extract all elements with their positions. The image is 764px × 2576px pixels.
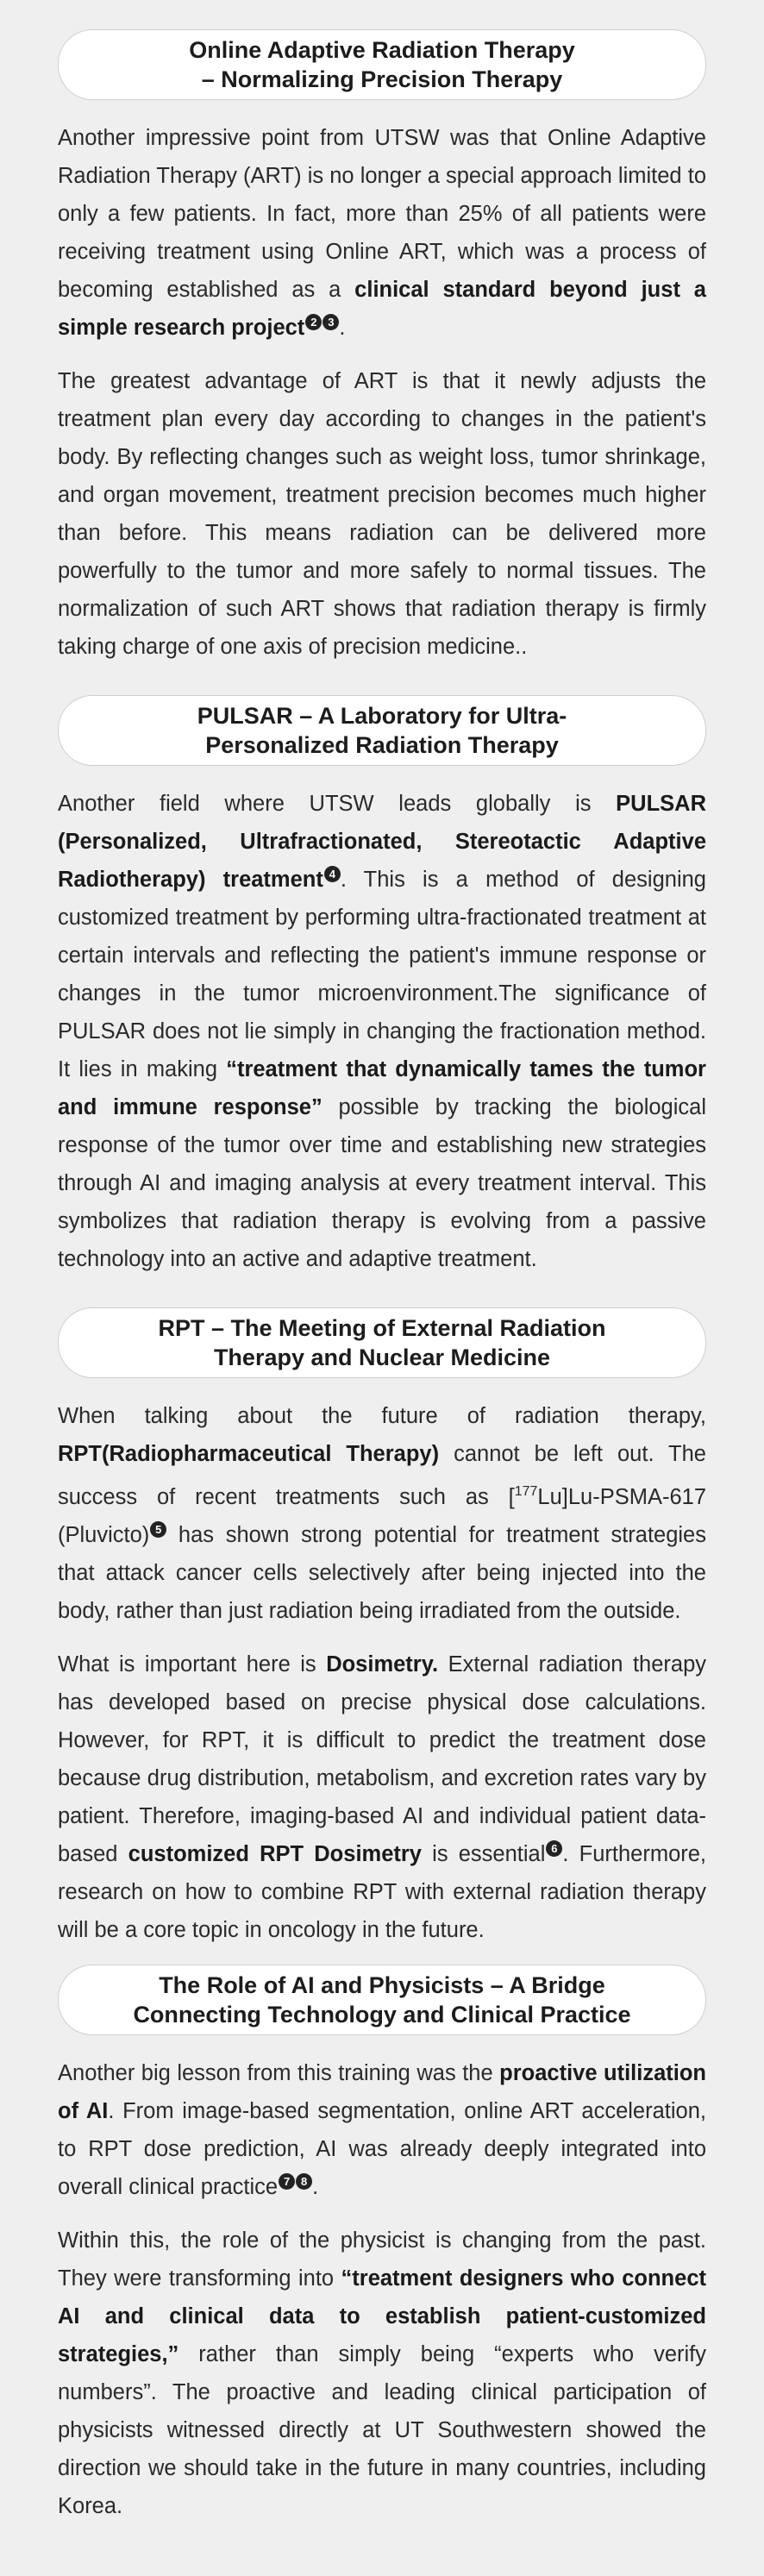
superscript: 177 bbox=[514, 1484, 538, 1499]
bold-text: clinical standard beyond just a simple research project bbox=[58, 278, 706, 340]
paragraph bbox=[58, 2054, 706, 2206]
title-line: – Normalizing Precision Therapy bbox=[201, 66, 563, 92]
section-title-pulsar bbox=[58, 695, 706, 766]
title-line: Online Adaptive Radiation Therapy bbox=[189, 37, 575, 63]
bold-text: PULSAR (Personalized, Ultrafractionated, Stereotactic Adaptive Radiotherapy) treatment bbox=[58, 792, 706, 892]
title-line: RPT – The Meeting of External Radiation bbox=[158, 1315, 606, 1341]
text-run: Another big lesson from this training was the bbox=[58, 2061, 500, 2085]
text-run: . This is a method of designing customized treatment by performing ultra-fractionated treatment at certain intervals and reflecting the patient's immune response or changes in the tumor microenvironment.The significance of PULSAR does not lie simply in changing the fractionation method. It lies in making bbox=[58, 868, 706, 1081]
title-line: The Role of AI and Physicists – A Bridge bbox=[159, 1972, 605, 1998]
text-run: has shown strong potential for treatment strategies that attack cancer cells selectively after being injected into the body, rather than just radiation being irradiated from the outside. bbox=[58, 1523, 706, 1623]
bold-text: Dosimetry. bbox=[326, 1652, 439, 1677]
reference-marker: 5 bbox=[150, 1521, 166, 1538]
paragraph bbox=[58, 1645, 706, 1949]
text-run: is essential bbox=[421, 1842, 546, 1866]
section-title-online-art bbox=[58, 29, 706, 100]
text-run: cannot be left out. The success of recent treatments such as [ bbox=[58, 1442, 706, 1509]
paragraph bbox=[58, 785, 706, 1278]
title-line: Personalized Radiation Therapy bbox=[205, 732, 559, 758]
text-run: External radiation therapy has developed based on precise physical dose calculations. However, for RPT, it is difficult to predict the treatment dose because drug distribution, metabolism, and excretion rates vary by patient. Therefore, imaging-based AI and individual patient data-based bbox=[58, 1652, 707, 1866]
reference-marker: 8 bbox=[296, 2173, 312, 2190]
text-run: Within this, the role of the physicist is changing from the past. They were transforming into bbox=[58, 2228, 706, 2291]
text-run: When talking about the future of radiation therapy, bbox=[58, 1404, 706, 1428]
section-title-rpt bbox=[58, 1307, 706, 1378]
reference-marker: 4 bbox=[324, 866, 341, 882]
paragraph: The greatest advantage of ART is that it newly adjusts the treatment plan every day according to changes in the patient's body. By reflecting changes such as weight loss, tumor shrinkage, and organ movement, treatment precision becomes much higher than before. This means radiation can be delivered more powerfully to the tumor and more safely to normal tissues. The normalization of such ART shows that radiation therapy is firmly taking charge of one axis of precision medicine.. bbox=[58, 369, 706, 659]
bold-text: “treatment designers who connect AI and clinical data to establish patient-customized strategies,” bbox=[58, 2266, 706, 2366]
reference-marker: 3 bbox=[323, 314, 339, 330]
reference-marker: 7 bbox=[279, 2173, 295, 2190]
bold-text: proactive utilization of AI bbox=[58, 2061, 707, 2123]
bold-text: customized RPT Dosimetry bbox=[128, 1842, 422, 1866]
reference-marker: 2 bbox=[305, 314, 322, 330]
paragraph bbox=[58, 2222, 706, 2525]
text-run: Another impressive point from UTSW was that Online Adaptive Radiation Therapy (ART) is no longer a special approach limited to only a few patients. In fact, more than 25% of all patients were receiving treatment using Online ART, which was a process of becoming established as a bbox=[58, 126, 706, 302]
title-line: PULSAR – A Laboratory for Ultra- bbox=[197, 703, 567, 729]
title-line: Connecting Technology and Clinical Practice bbox=[133, 2002, 631, 2028]
section-title-ai-physicists bbox=[58, 1965, 706, 2035]
reference-marker: 6 bbox=[546, 1840, 562, 1857]
bold-text: “treatment that dynamically tames the tumor and immune response” bbox=[58, 1057, 706, 1119]
text-run: . bbox=[339, 316, 346, 340]
bold-text: RPT(Radiopharmaceutical Therapy) bbox=[58, 1442, 440, 1466]
paragraph bbox=[58, 1397, 706, 1630]
text-run: What is important here is bbox=[58, 1652, 327, 1677]
text-run: Lu]Lu-PSMA-617 (Pluvicto) bbox=[58, 1485, 706, 1547]
text-run: rather than simply being “experts who verify numbers”. The proactive and leading clinical participation of physicists witnessed directly at UT Southwestern showed the direction we should take in the future in many countries, including Korea. bbox=[58, 2342, 706, 2518]
text-run: possible by tracking the biological response of the tumor over time and establishing new strategies through AI and imaging analysis at every treatment interval. This symbolizes that radiation therapy is evolving from a passive technology into an active and adaptive treatment. bbox=[58, 1095, 706, 1271]
text-run: . Furthermore, research on how to combine RPT with external radiation therapy will be a core topic in oncology in the future. bbox=[58, 1842, 707, 1942]
title-line: Therapy and Nuclear Medicine bbox=[213, 1344, 551, 1370]
text-run: . bbox=[312, 2175, 319, 2199]
text-run: Another field where UTSW leads globally is bbox=[58, 792, 617, 816]
text-run: . From image-based segmentation, online ART acceleration, to RPT dose prediction, AI was already deeply integrated into overall clinical practice bbox=[58, 2099, 706, 2199]
paragraph bbox=[58, 119, 706, 347]
